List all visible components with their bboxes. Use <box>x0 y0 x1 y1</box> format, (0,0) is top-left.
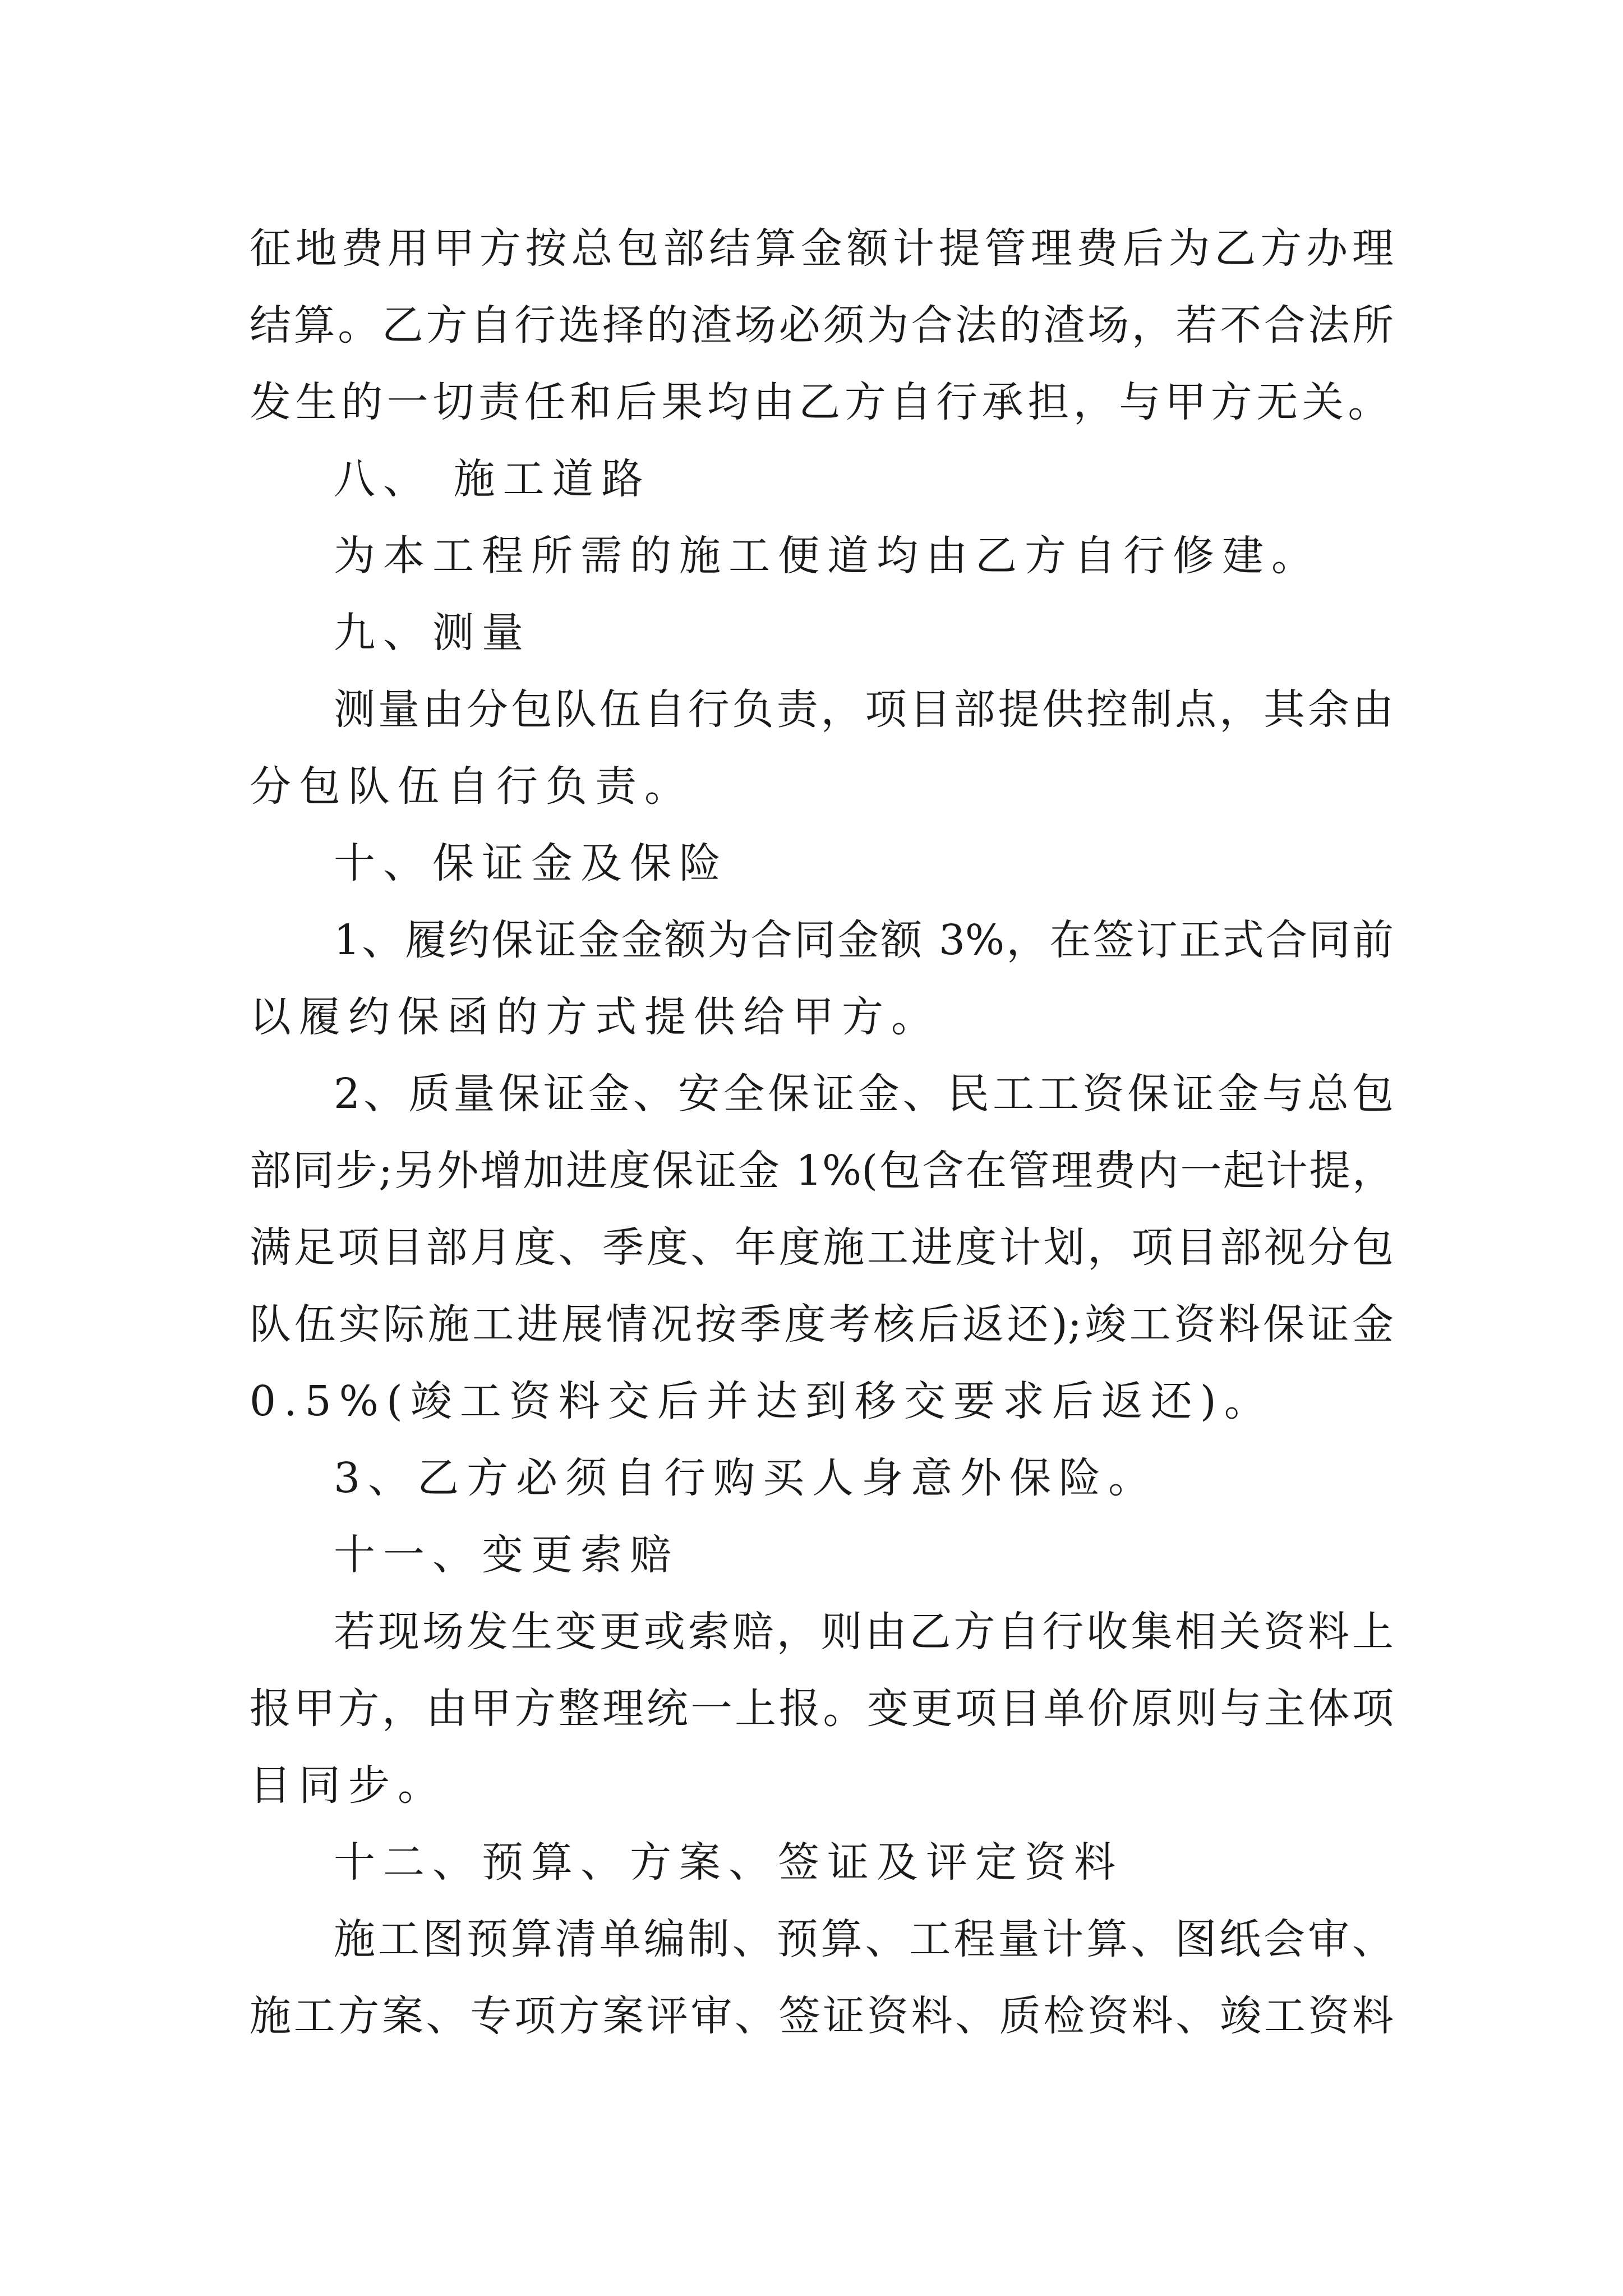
text-line: 结算。乙方自行选择的渣场必须为合法的渣场，若不合法所 <box>250 301 1394 349</box>
text-line: 部同步;另外增加进度保证金 1%(包含在管理费内一起计提， <box>250 1147 1394 1195</box>
text-line: 0.5%(竣工资料交后并达到移交要求后返还)。 <box>250 1377 1274 1425</box>
text-line: 分包队伍自行负责。 <box>250 762 694 811</box>
text-line: 施工方案、专项方案评审、签证资料、质检资料、竣工资料 <box>250 1992 1394 2040</box>
text-line: 1、履约保证金金额为合同金额 3%，在签订正式合同前 <box>334 916 1394 964</box>
section-heading: 九、测量 <box>334 609 531 657</box>
text-line: 为本工程所需的施工便道均由乙方自行修建。 <box>334 532 1321 580</box>
section-heading: 十一、变更索赔 <box>334 1531 679 1579</box>
document-body <box>250 210 1394 2055</box>
text-line: 以履约保函的方式提供给甲方。 <box>250 993 940 1041</box>
section-heading: 十、保证金及保险 <box>334 839 728 887</box>
text-line: 若现场发生变更或索赔，则由乙方自行收集相关资料上 <box>334 1608 1394 1656</box>
text-line: 满足项目部月度、季度、年度施工进度计划，项目部视分包 <box>250 1223 1394 1272</box>
text-line: 测量由分包队伍自行负责，项目部提供控制点，其余由 <box>334 685 1394 734</box>
text-line: 目同步。 <box>250 1761 447 1810</box>
text-line: 3、乙方必须自行购买人身意外保险。 <box>334 1454 1158 1502</box>
text-line: 征地费用甲方按总包部结算金额计提管理费后为乙方办理 <box>250 224 1394 273</box>
text-line: 施工图预算清单编制、预算、工程量计算、图纸会审、 <box>334 1915 1394 1963</box>
text-line: 2、质量保证金、安全保证金、民工工资保证金与总包 <box>334 1070 1394 1118</box>
section-heading: 十二、预算、方案、签证及评定资料 <box>334 1838 1123 1887</box>
text-line: 队伍实际施工进展情况按季度考核后返还);竣工资料保证金 <box>250 1300 1394 1349</box>
text-line: 发生的一切责任和后果均由乙方自行承担，与甲方无关。 <box>250 378 1394 426</box>
section-heading: 八、 施工道路 <box>334 455 651 503</box>
text-line: 报甲方，由甲方整理统一上报。变更项目单价原则与主体项 <box>250 1685 1394 1733</box>
